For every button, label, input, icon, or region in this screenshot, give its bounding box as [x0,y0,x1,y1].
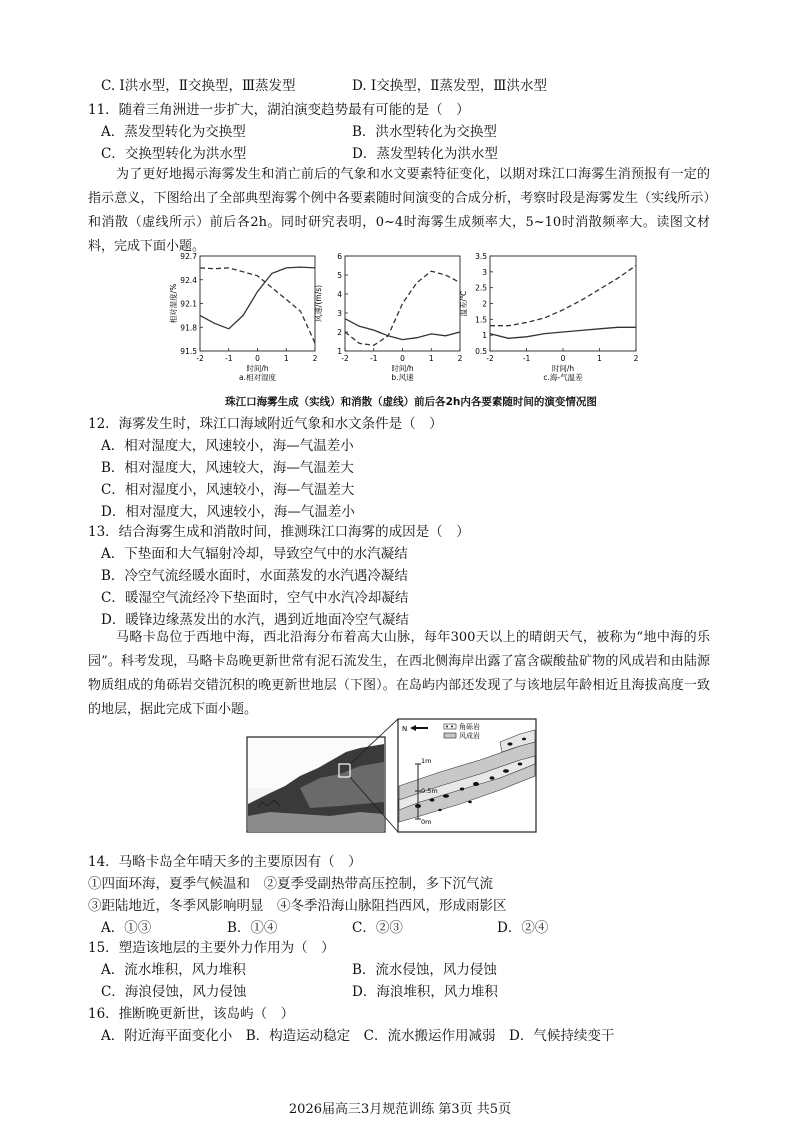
q14-option-a[interactable]: A．①③ [101,920,152,936]
y-tick-label: 3 [482,267,487,277]
y-tick-label: 1 [337,347,342,356]
figure-mallorca-strata [0,716,800,836]
q11-options-ab [0,123,800,141]
y-tick-label: 2 [482,299,487,309]
chart-sea-air-temp-diff [458,252,639,382]
q15-option-a[interactable]: A．流水堆积，风力堆积 [101,962,246,978]
figure1-caption: 珠江口海雾生成（实线）和消散（虚线）前后各2h内各要素随时间的演变情况图 [225,396,597,408]
q10-option-c[interactable]: C. Ⅰ洪水型，Ⅱ交换型，Ⅲ蒸发型 [101,78,296,94]
x-tick-label: -1 [522,354,531,363]
legend-breccia-label: 角砾岩 [459,723,480,731]
plot-frame [490,256,636,351]
x-tick-label: 0 [400,354,405,363]
q13-stem: 13．结合海雾生成和消散时间，推测珠江口海雾的成因是（ ） [88,524,470,540]
series-line-dissipation [345,271,460,345]
y-tick-label: 0.5 [475,347,487,356]
q15-options-cd [0,983,800,1001]
y-tick-label: 5 [337,271,342,280]
y-tick-label: 6 [337,252,342,261]
x-axis-label: 时间/h [246,364,269,373]
q15-stem: 15．塑造该地层的主要外力作用为（ ） [88,940,335,956]
y-tick-label: 91.8 [180,323,197,333]
q15-option-c[interactable]: C．海浪侵蚀，风力侵蚀 [101,984,247,1000]
q12-option-b[interactable]: B．相对湿度大，风速较大，海—气温差大 [101,460,354,476]
q16-options[interactable]: A．附近海平面变化小 B．构造运动稳定 C．流水搬运作用减弱 D．气候持续变干 [101,1028,615,1044]
q12-option-d[interactable]: D．相对湿度大，风速较小，海—气温差小 [101,504,355,520]
q11-options-cd [0,145,800,163]
x-axis-label: 时间/h [551,364,575,373]
x-tick-label: 0 [255,354,260,363]
x-tick-label: 0 [560,354,566,363]
legend-eolianite-swatch [444,733,456,738]
strata-diagram [398,719,536,832]
y-tick-label: 92.4 [180,275,197,285]
chart-caption: a.相对湿度 [239,373,276,382]
q15-option-d[interactable]: D．海浪堆积，风力堆积 [352,984,498,1000]
y-tick-label: 3 [337,309,342,318]
legend-breccia-swatch [444,724,456,729]
y-axis-label: 相对湿度/% [169,283,178,324]
q13-option-a[interactable]: A．下垫面和大气辐射冷却，导致空气中的水汽凝结 [101,546,408,562]
y-axis-label: 温差/℃ [459,290,468,317]
q10-options-cd [0,77,800,95]
plot-frame [200,256,315,351]
q11-stem: 11．随着三角洲进一步扩大，湖泊演变趋势最有可能的是（ ） [88,102,470,118]
q12-option-a[interactable]: A．相对湿度大，风速较小，海—气温差小 [101,438,354,454]
q11-option-d[interactable]: D．蒸发型转化为洪水型 [352,146,498,162]
chart-caption: b.风速 [391,373,414,382]
q15-options-ab [0,961,800,979]
x-tick-label: 2 [312,354,318,363]
scale-1m-label: 1m [421,757,432,765]
chart-wind-speed [313,252,463,382]
q11-option-c[interactable]: C．交换型转化为洪水型 [101,146,247,162]
x-tick-label: -1 [225,354,233,363]
y-axis-label: 风速/(m/s) [314,284,323,323]
series-line-dissipation [490,266,636,326]
x-tick-label: -2 [486,354,494,363]
q16-stem: 16．推断晚更新世，该岛屿（ ） [88,1006,295,1022]
q14-statements-2: ③距陆地近，冬季风影响明显 ④冬季沿海山脉阻挡西风，形成雨影区 [88,898,507,914]
chart-relative-humidity [168,252,318,382]
passage-sea-fog: 为了更好地揭示海雾发生和消亡前后的气象和水文要素特征变化，以期对珠江口海雾生消预报有一定的指示意义，下图给出了全部典型海雾个例中各要素随时间演变的合成分析，考察时段是海雾发生（实线所示）和消散（虚线所示）前后各2h。同时研究表明，0~4时海雾生成频率大，5~10时消散频率大。读图文材料，完成下面小题。 [88,167,710,254]
q12-stem: 12．海雾发生时，珠江口海域附近气象和水文条件是（ ） [88,416,443,432]
q13-option-c[interactable]: C．暖湿空气流经冷下垫面时，空气中水汽冷却凝结 [101,590,409,606]
x-tick-label: -2 [196,354,204,363]
page-footer: 2026届高三3月规范训练 第3页 共5页 [288,1102,512,1117]
series-line-formation [490,327,636,338]
y-tick-label: 92.1 [180,299,197,309]
q10-option-d[interactable]: D. Ⅰ交换型，Ⅱ蒸发型，Ⅲ洪水型 [352,78,547,94]
y-tick-label: 1 [482,331,487,341]
q14-option-d[interactable]: D．②④ [497,920,549,936]
q14-statements-1: ①四面环海，夏季气候温和 ②夏季受副热带高压控制，多下沉气流 [88,876,493,892]
x-tick-label: 2 [633,354,639,363]
q13-option-d[interactable]: D．暖锋边缘蒸发出的水汽，遇到近地面冷空气凝结 [101,612,409,628]
coastline-photo [247,737,385,832]
q15-option-b[interactable]: B．流水侵蚀，风力侵蚀 [352,962,497,978]
y-tick-label: 91.5 [180,347,197,356]
y-tick-label: 4 [337,290,342,299]
y-tick-label: 2.5 [475,283,487,293]
q14-option-c[interactable]: C．②③ [352,920,403,936]
q14-stem: 14．马略卡岛全年晴天多的主要原因有（ ） [88,854,362,870]
x-tick-label: -2 [341,354,349,363]
q14-option-b[interactable]: B．①④ [227,920,278,936]
q11-option-a[interactable]: A．蒸发型转化为交换型 [101,124,246,140]
chart-caption: c.海-气温差 [543,373,583,382]
x-tick-label: 2 [457,354,463,363]
plot-frame [345,256,460,351]
x-tick-label: 1 [428,354,434,363]
y-tick-label: 92.7 [180,252,197,261]
legend-eolianite-label: 风成岩 [459,732,480,740]
x-tick-label: -1 [370,354,378,363]
y-tick-label: 3.5 [475,252,487,261]
q12-option-c[interactable]: C．相对湿度小，风速较小，海—气温差大 [101,482,355,498]
series-line-formation [345,319,460,340]
passage-mallorca: 马略卡岛位于西地中海，西北沿海分布着高大山脉，每年300天以上的晴朗天气，被称为“地中海的乐园”。科考发现，马略卡岛晚更新世常有泥石流发生，在西北侧海岸出露了富含碳酸盐矿物的风成岩和由陆源物质组成的角砾岩交错沉积的晚更新世地层（下图）。在岛屿内部还发现了与该地层年龄相近且海拔高度一致的地层，据此完成下面小题。 [88,630,710,717]
x-tick-label: 1 [597,354,602,363]
x-axis-label: 时间/h [391,364,414,373]
y-tick-label: 2 [337,328,342,337]
q14-options [0,919,800,937]
q11-option-b[interactable]: B．洪水型转化为交换型 [352,124,497,140]
figure-sea-fog-charts [0,246,800,406]
north-label: N [402,725,408,733]
q13-option-b[interactable]: B．冷空气流经暖水面时，水面蒸发的水汽遇冷凝结 [101,568,408,584]
scale-0m-label: 0m [421,818,432,826]
y-tick-label: 1.5 [475,315,487,325]
series-line-dissipation [200,268,315,343]
x-tick-label: 1 [283,354,289,363]
scale-05m-label: 0.5m [421,787,438,795]
